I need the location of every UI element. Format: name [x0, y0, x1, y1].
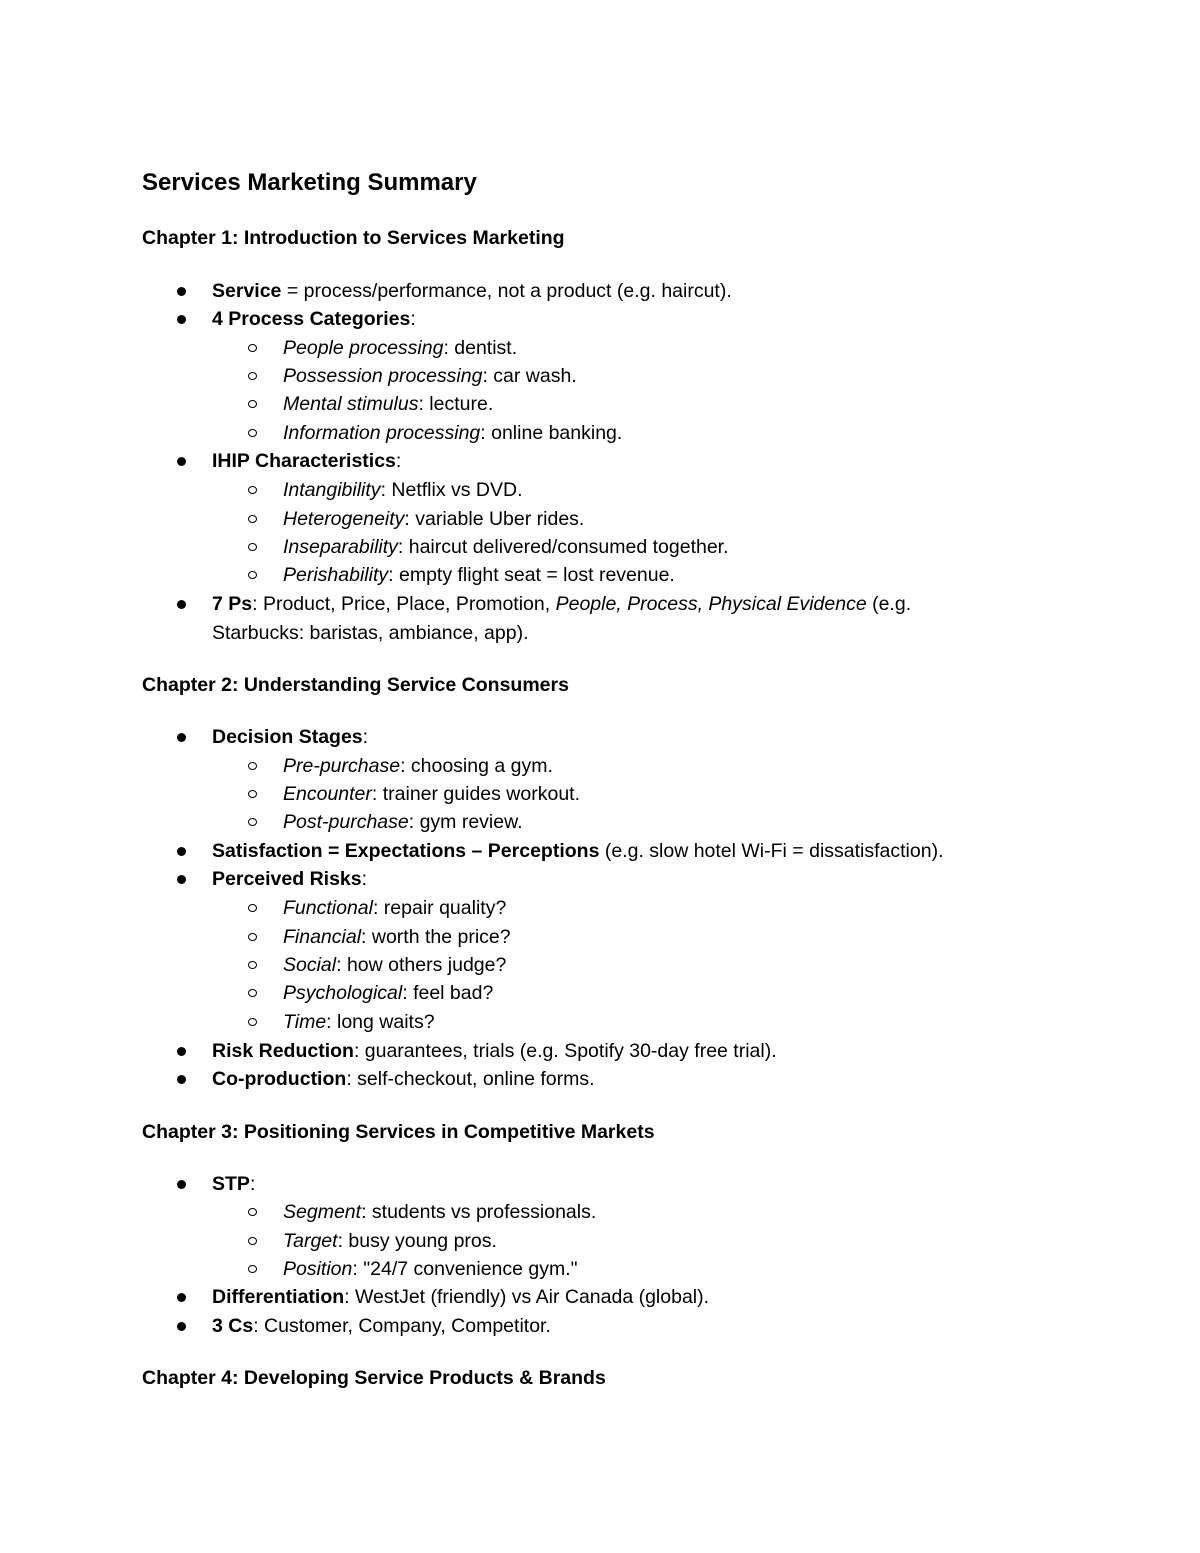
- term: Service: [212, 280, 282, 302]
- item-text: :: [362, 726, 369, 748]
- term: Segment: [283, 1201, 362, 1223]
- item-text: :: [410, 308, 416, 330]
- circle-bullet-icon: [248, 486, 257, 494]
- term: Satisfaction = Expectations – Perceptions: [212, 840, 600, 862]
- circle-bullet-icon: [248, 571, 257, 579]
- circle-bullet-icon: [248, 961, 257, 969]
- term: Mental stimulus: [283, 393, 419, 415]
- item-text: : how others judge?: [336, 954, 507, 976]
- list-item-perceived-risks: [212, 867, 367, 891]
- bullet-icon: [177, 457, 186, 466]
- sub-item-heterogeneity: [283, 507, 584, 531]
- circle-bullet-icon: [248, 344, 257, 352]
- chapter-1-heading: Chapter 1: Introduction to Services Marketing: [142, 227, 565, 249]
- list-item-ihip: [212, 449, 401, 473]
- list-item-process-categories: [212, 307, 416, 331]
- item-text: : guarantees, trials (e.g. Spotify 30-day free trial).: [353, 1040, 777, 1062]
- bullet-icon: [177, 847, 186, 856]
- term: Differentiation: [212, 1286, 345, 1308]
- term: Perishability: [283, 564, 389, 586]
- sub-item-post-purchase: [283, 810, 523, 834]
- item-text: : haircut delivered/consumed together.: [397, 536, 729, 558]
- item-text: : trainer guides workout.: [371, 783, 581, 805]
- circle-bullet-icon: [248, 372, 257, 380]
- bullet-icon: [177, 733, 186, 742]
- sub-item-financial: [283, 925, 511, 949]
- term: STP: [212, 1173, 250, 1195]
- sub-item-social: [283, 953, 506, 977]
- sub-item-possession-processing: [283, 364, 577, 388]
- sub-item-intangibility: [283, 478, 523, 502]
- term: Intangibility: [283, 479, 381, 501]
- term: Perceived Risks: [212, 868, 362, 890]
- item-text: : WestJet (friendly) vs Air Canada (global).: [344, 1286, 710, 1308]
- term: Social: [283, 954, 337, 976]
- item-text: : "24/7 convenience gym.": [352, 1258, 578, 1280]
- circle-bullet-icon: [248, 818, 257, 826]
- bullet-icon: [177, 1293, 186, 1302]
- term: Position: [283, 1258, 353, 1280]
- item-text: (e.g. slow hotel Wi-Fi = dissatisfaction).: [599, 840, 944, 862]
- circle-bullet-icon: [248, 543, 257, 551]
- list-item-7ps-continued: Starbucks: baristas, ambiance, app).: [212, 622, 529, 644]
- term: Co-production: [212, 1068, 347, 1090]
- circle-bullet-icon: [248, 904, 257, 912]
- bullet-icon: [177, 875, 186, 884]
- list-item-3cs: [212, 1314, 551, 1338]
- sub-item-encounter: [283, 782, 580, 806]
- sub-item-time: [283, 1010, 435, 1034]
- term: 7 Ps: [212, 593, 253, 615]
- item-text: : long waits?: [326, 1011, 435, 1033]
- sub-item-inseparability: [283, 535, 729, 559]
- bullet-icon: [177, 1322, 186, 1331]
- item-text: : Customer, Company, Competitor.: [253, 1315, 551, 1337]
- list-item-co-production: [212, 1067, 595, 1091]
- bullet-icon: [177, 1047, 186, 1056]
- item-text: : repair quality?: [372, 897, 507, 919]
- bullet-icon: [177, 600, 186, 609]
- term: Risk Reduction: [212, 1040, 354, 1062]
- term: Possession processing: [283, 365, 483, 387]
- document-title: Services Marketing Summary: [142, 169, 477, 196]
- sub-item-target: [283, 1229, 497, 1253]
- sub-item-pre-purchase: [283, 754, 553, 778]
- sub-item-mental-stimulus: [283, 392, 493, 416]
- term: 3 Cs: [212, 1315, 254, 1337]
- bullet-icon: [177, 315, 186, 324]
- term: Pre-purchase: [283, 755, 401, 777]
- circle-bullet-icon: [248, 933, 257, 941]
- term: Psychological: [283, 982, 403, 1004]
- chapter-2-heading: Chapter 2: Understanding Service Consumers: [142, 674, 569, 696]
- item-text: : self-checkout, online forms.: [346, 1068, 595, 1090]
- item-text: : Product, Price, Place, Promotion,: [252, 593, 556, 615]
- term: Encounter: [283, 783, 372, 805]
- circle-bullet-icon: [248, 1265, 257, 1273]
- circle-bullet-icon: [248, 762, 257, 770]
- list-item-7ps: [212, 592, 911, 616]
- item-text: : variable Uber rides.: [404, 508, 585, 530]
- sub-item-position: [283, 1257, 578, 1281]
- circle-bullet-icon: [248, 1237, 257, 1245]
- item-text: : lecture.: [418, 393, 494, 415]
- list-item-differentiation: [212, 1285, 709, 1309]
- item-text: :: [249, 1173, 256, 1195]
- term: Inseparability: [283, 536, 398, 558]
- term: Target: [283, 1230, 338, 1252]
- term: Heterogeneity: [283, 508, 405, 530]
- item-text: : Netflix vs DVD.: [380, 479, 523, 501]
- sub-item-segment: [283, 1200, 596, 1224]
- item-text: : dentist.: [443, 337, 518, 359]
- italic-text: People, Process, Physical Evidence: [555, 593, 867, 615]
- term: Functional: [283, 897, 373, 919]
- sub-item-people-processing: [283, 336, 517, 360]
- circle-bullet-icon: [248, 989, 257, 997]
- item-text: : busy young pros.: [337, 1230, 497, 1252]
- list-item-risk-reduction: [212, 1039, 777, 1063]
- term: Decision Stages: [212, 726, 363, 748]
- item-text: :: [395, 450, 402, 472]
- circle-bullet-icon: [248, 515, 257, 523]
- term: IHIP Characteristics: [212, 450, 396, 472]
- sub-item-information-processing: [283, 421, 622, 445]
- term: Post-purchase: [283, 811, 409, 833]
- sub-item-psychological: [283, 981, 493, 1005]
- circle-bullet-icon: [248, 1018, 257, 1026]
- term: Financial: [283, 926, 362, 948]
- sub-item-perishability: [283, 563, 675, 587]
- list-item-service: [212, 279, 732, 303]
- item-text: : worth the price?: [361, 926, 511, 948]
- item-text: : car wash.: [482, 365, 577, 387]
- item-text: = process/performance, not a product (e.g. haircut).: [281, 280, 732, 302]
- item-text: : feel bad?: [402, 982, 494, 1004]
- item-text: : gym review.: [408, 811, 523, 833]
- bullet-icon: [177, 287, 186, 296]
- item-text: : students vs professionals.: [361, 1201, 597, 1223]
- item-text: : choosing a gym.: [400, 755, 553, 777]
- chapter-3-heading: Chapter 3: Positioning Services in Competitive Markets: [142, 1121, 655, 1143]
- circle-bullet-icon: [248, 400, 257, 408]
- chapter-4-heading: Chapter 4: Developing Service Products & Brands: [142, 1367, 606, 1389]
- item-text: : empty flight seat = lost revenue.: [388, 564, 675, 586]
- list-item-satisfaction: [212, 839, 944, 863]
- circle-bullet-icon: [248, 1208, 257, 1216]
- sub-item-functional: [283, 896, 506, 920]
- term: People processing: [283, 337, 444, 359]
- circle-bullet-icon: [248, 429, 257, 437]
- list-item-decision-stages: [212, 725, 368, 749]
- term: Information processing: [283, 422, 481, 444]
- item-text: :: [361, 868, 368, 890]
- term: Time: [283, 1011, 327, 1033]
- bullet-icon: [177, 1075, 186, 1084]
- item-text: : online banking.: [480, 422, 623, 444]
- term: 4 Process Categories: [212, 308, 411, 330]
- list-item-stp: [212, 1172, 255, 1196]
- item-text: (e.g.: [866, 593, 912, 615]
- bullet-icon: [177, 1180, 186, 1189]
- circle-bullet-icon: [248, 790, 257, 798]
